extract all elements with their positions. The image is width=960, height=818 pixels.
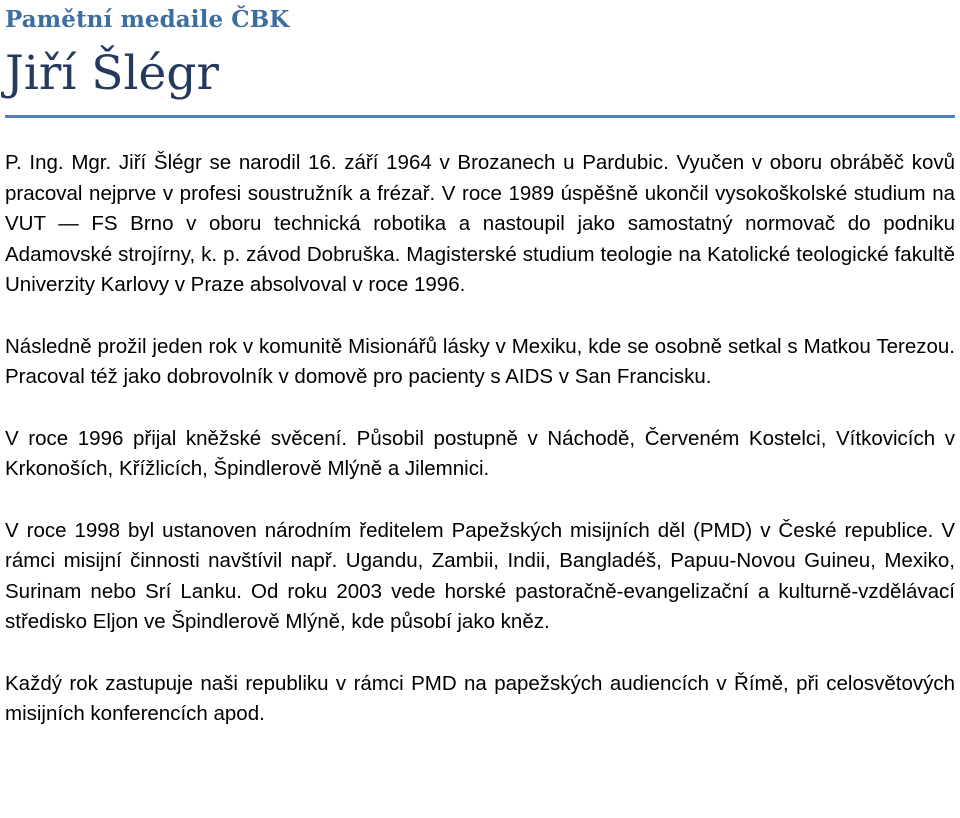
- paragraph-education: P. Ing. Mgr. Jiří Šlégr se narodil 16. září 1964 v Brozanech u Pardubic. Vyučen v oboru obráběč kovů pracoval nejprve v profesi soustružník a frézař. V roce 1989 úspěšně ukončil vysokoškolské studium na VUT — FS Brno v oboru technická robotika a nastoupil jako samostatný normovač do podniku Adamovské strojírny, k. p. závod Dobruška. Magisterské studium teologie na Katolické teologické fakultě Univerzity Karlovy v Praze absolvoval v roce 1996.: [5, 151, 955, 296]
- paragraph-pmd-director: V roce 1998 byl ustanoven národním ředitelem Papežských misijních děl (PMD) v České republice. V rámci misijní činnosti navštívil např. Ugandu, Zambii, Indii, Bangladéš, Papuu-Novou Guineu, Mexiko, Surinam nebo Srí Lanku. Od roku 2003 vede horské pastoračně-evangelizační a kulturně-vzdělávací středisko Eljon ve Špindlerově Mlýně, kde působí jako kněz.: [5, 518, 955, 633]
- paragraph-representation: Každý rok zastupuje naši republiku v rámci PMD na papežských audiencích v Římě, při celosvětových misijních konferencích apod.: [5, 671, 955, 725]
- document-kicker: Pamětní medaile ČBK: [5, 6, 290, 33]
- paragraph-ordination: V roce 1996 přijal kněžské svěcení. Působil postupně v Náchodě, Červeném Kostelci, Vítkovicích v Krkonoších, Křížlicích, Špindlerově Mlýně a Jilemnici.: [5, 426, 955, 480]
- biography-body: [5, 148, 955, 730]
- paragraph-mexico: Následně prožil jeden rok v komunitě Misionářů lásky v Mexiku, kde se osobně setkal s Matkou Terezou. Pracoval též jako dobrovolník v domově pro pacienty s AIDS v San Francisku.: [5, 334, 955, 388]
- title-divider: [5, 115, 955, 118]
- document-title: Jiří Šlégr: [5, 46, 219, 101]
